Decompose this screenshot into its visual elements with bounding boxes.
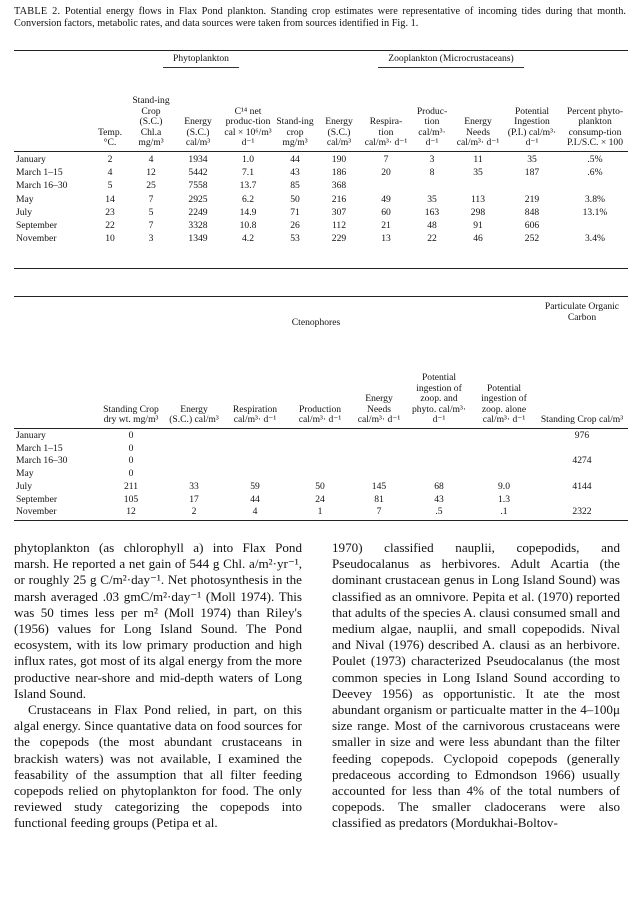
table-cell: 21 — [381, 220, 391, 232]
table-cell: 0 — [128, 468, 134, 480]
body-paragraph: 1970) classified nauplii, copepodids, and Pseudocalanus as herbivores. Adult Acartia (the dominant crustacean genus in Long Island Sound) was classified as an omnivore. Pepita et al. (1970) reported that adults of the species A. clausi consumed small and medium algae, nauplii, and small copepodids. Nival and Nival (1976) described A. clausi as an herbivore. Poulet (1973) characterized Pseudocalanus (the most common species in Long Island Sound according to Deevey 1956) as opportunistic. It ate the most abundant organism or particualte matter in the 4–100μ size range. Most of the carnivorous crustaceans were smaller in size and were less abundant than the filter feeding copepods. Cyclopoid copepods (generally predaceous according to Edmondson 1966) usually accounted for less than 4% of the total numbers of copepods. The smaller cladocerans were also classified as predators (Mordukhai-Boltov- — [332, 540, 620, 831]
table2-row — [14, 492, 628, 505]
table2-header: Production cal/m³· d⁻¹ — [288, 358, 352, 429]
table-cell — [288, 454, 352, 467]
table2-group-poc: Particulate Organic Carbon — [544, 301, 620, 323]
table-cell: 105 — [123, 493, 139, 505]
table1-header: Energy Needs cal/m³· d⁻¹ — [454, 71, 502, 152]
table1-body — [14, 152, 628, 246]
table1-header: Energy (S.C.) cal/m³ — [174, 71, 222, 152]
row-label-cell: July — [16, 480, 32, 492]
table-cell: 22 — [427, 233, 437, 245]
table-cell — [352, 454, 406, 467]
table1-row — [14, 205, 628, 218]
table-cell: 48 — [427, 220, 437, 232]
table1-bottom-rule — [14, 268, 628, 269]
table-cell: 252 — [524, 233, 540, 245]
table2-group-row — [14, 298, 628, 358]
table-cell: 0 — [128, 442, 134, 454]
table-cell — [406, 467, 472, 480]
table-caption-label: TABLE 2. — [14, 6, 61, 17]
table-cell: 5442 — [188, 167, 208, 178]
table-cell: 216 — [331, 193, 347, 205]
table2-row — [14, 467, 628, 480]
table1-row — [14, 179, 628, 192]
table1-group-phytoplankton: Phytoplankton — [128, 52, 274, 71]
table-cell: 14.9 — [239, 206, 257, 218]
table-cell: 3 — [148, 233, 154, 245]
table-cell: 12 — [146, 167, 156, 178]
table1-header: C¹⁴ net produc-tion cal × 10⁶/m³ d⁻¹ — [222, 71, 274, 152]
table-cell — [472, 442, 536, 455]
table-cell — [352, 429, 406, 442]
table-cell: 26 — [290, 220, 300, 232]
table-cell: 606 — [524, 220, 540, 232]
table-cell: 229 — [331, 233, 347, 245]
table-cell — [406, 442, 472, 455]
row-label-cell: May — [16, 468, 34, 480]
table-cell: 2249 — [188, 206, 208, 218]
table-caption-text: Potential energy flows in Flax Pond plankton. Standing crop estimates were representative of incoming tides during that month. Conversion factors, metabolic rates, and data sources were taken from sources identified in Fig. 1. — [14, 6, 626, 30]
table1-header: Respira-tion cal/m³· d⁻¹ — [362, 71, 410, 152]
table-cell: 112 — [331, 220, 347, 232]
table-cell: 848 — [524, 206, 540, 218]
table-cell — [288, 442, 352, 455]
table-cell: 145 — [371, 480, 387, 492]
table1-header: Percent phyto-plankton consump-tion P.I./S.C. × 100 — [562, 71, 628, 152]
table1-group-zooplankton: Zooplankton (Microcrustaceans) — [274, 52, 628, 71]
table-cell — [502, 179, 562, 192]
table-cell: 190 — [331, 153, 347, 165]
table-cell: 113 — [470, 193, 486, 205]
table1-header: Stand-ing Crop (S.C.) Chl.a mg/m³ — [128, 71, 174, 152]
table1-header: Potential Ingestion (P.I.) cal/m³· d⁻¹ — [502, 71, 562, 152]
table-cell: 59 — [250, 480, 260, 492]
table-cell: 68 — [434, 480, 444, 492]
table-cell: 3328 — [188, 220, 208, 232]
table-cell: 4144 — [572, 480, 592, 492]
body-text-left-column — [14, 540, 302, 832]
table-cell: 3.4% — [585, 233, 605, 245]
table-cell: 7 — [383, 153, 389, 165]
table-cell: 13 — [381, 233, 391, 245]
table-cell — [222, 467, 288, 480]
table-cell: 7 — [148, 220, 154, 232]
table2-row — [14, 505, 628, 518]
table-cell — [536, 492, 628, 505]
table-cell: 307 — [331, 206, 347, 218]
energy-flow-table-1 — [14, 52, 628, 245]
row-label-cell: May — [16, 193, 34, 205]
body-paragraph: phytoplankton (as chlorophyll a) into Flax Pond marsh. He reported a net gain of 544 g Chl. a/m²·yr⁻¹, or roughly 25 g C/m²·day⁻¹. Net photosynthesis in the marsh averaged .03 gmC/m²·day⁻¹ (Moll 1974). This was 50 times less per m² (Moll 1974) than Riley's (1956) values for Long Island Sound. The Pond ecosystem, with its low primary production and high influx rates, got most of its algal energy from the more productive near-shore and mid-depth waters of Long Island Sound. — [14, 540, 302, 701]
table-cell: 25 — [146, 180, 156, 192]
table-cell: 81 — [374, 493, 384, 505]
table-cell — [352, 467, 406, 480]
table-cell: 2 — [191, 506, 197, 518]
table-cell: 4274 — [572, 455, 592, 467]
table-cell: 1.0 — [242, 153, 254, 165]
table1-header: Stand-ing crop mg/m³ — [274, 71, 316, 152]
table1-row — [14, 152, 628, 166]
body-text-right-column — [332, 540, 620, 832]
table-cell: 3 — [429, 153, 435, 165]
table-cell: 85 — [290, 180, 300, 192]
table-cell: 43 — [290, 167, 300, 178]
table2-row — [14, 480, 628, 493]
table-cell: 0 — [128, 430, 134, 442]
table-cell: 53 — [290, 233, 300, 245]
table-cell — [472, 454, 536, 467]
table2-header: Potential ingestion of zoop. alone cal/m³· d⁻¹ — [472, 358, 536, 429]
table-cell — [406, 429, 472, 442]
table-cell: 976 — [574, 430, 590, 442]
table-cell: .5% — [587, 153, 603, 165]
table2-header — [14, 358, 96, 429]
table2-header: Respiration cal/m³· d⁻¹ — [222, 358, 288, 429]
table-cell: 49 — [381, 193, 391, 205]
table-cell: 22 — [105, 220, 115, 232]
table-cell: 10 — [105, 233, 115, 245]
table-cell: 187 — [524, 167, 540, 178]
table1-row — [14, 165, 628, 178]
table-cell: 50 — [290, 193, 300, 205]
table-cell: 5 — [107, 180, 113, 192]
table-cell: 23 — [105, 206, 115, 218]
table-cell: 0 — [128, 455, 134, 467]
table-cell: 211 — [123, 480, 139, 492]
row-label-cell: March 1–15 — [16, 442, 63, 454]
table-cell: 298 — [470, 206, 486, 218]
table-cell: 9.0 — [498, 480, 510, 492]
table1-row — [14, 192, 628, 205]
table-cell: 8 — [429, 167, 435, 178]
table-cell — [362, 179, 410, 192]
table1-header — [14, 71, 92, 152]
table-cell: 5 — [148, 206, 154, 218]
table-cell — [222, 429, 288, 442]
table-cell — [562, 218, 628, 231]
row-label-cell: March 1–15 — [16, 167, 63, 178]
table-cell — [222, 442, 288, 455]
table2-top-rule — [14, 296, 628, 297]
table-cell: 4 — [148, 153, 154, 165]
table1-header: Energy (S.C.) cal/m³ — [316, 71, 362, 152]
table-cell: 1934 — [188, 153, 208, 165]
table-cell — [410, 179, 454, 192]
row-label-cell: March 16–30 — [16, 180, 68, 192]
table2-row — [14, 454, 628, 467]
row-label-cell: November — [16, 506, 57, 518]
table2-header: Energy (S.C.) cal/m³ — [166, 358, 222, 429]
table-cell: 33 — [189, 480, 199, 492]
energy-flow-table-2 — [14, 298, 628, 518]
table-cell: .6% — [587, 167, 603, 178]
table-cell — [222, 454, 288, 467]
table1-header-row — [14, 71, 628, 152]
table-cell: 7558 — [188, 180, 208, 192]
table1-header: Temp. °C. — [92, 71, 128, 152]
row-label-cell: September — [16, 493, 58, 505]
table-cell — [536, 442, 628, 455]
table2-header: Potential ingestion of zoop. and phyto. cal/m³· d⁻¹ — [406, 358, 472, 429]
table-cell: .1 — [500, 506, 508, 518]
table-cell: 35 — [427, 193, 437, 205]
table-cell: 17 — [189, 493, 199, 505]
row-label-cell: November — [16, 233, 57, 245]
table-cell: 1 — [317, 506, 323, 518]
table-cell: 186 — [331, 167, 347, 178]
table2-header-row — [14, 358, 628, 429]
table-cell — [472, 467, 536, 480]
table-cell: .5 — [435, 506, 443, 518]
row-label-cell: July — [16, 206, 32, 218]
row-label-cell: March 16–30 — [16, 455, 68, 467]
table-cell: 35 — [473, 167, 483, 178]
table1-row — [14, 218, 628, 231]
table-cell: 44 — [290, 153, 300, 165]
table-cell: 7 — [148, 193, 154, 205]
table1-group-row — [14, 52, 628, 71]
table-cell: 50 — [315, 480, 325, 492]
table-cell: 12 — [126, 506, 136, 518]
table-cell: 219 — [524, 193, 540, 205]
table-cell: 10.8 — [239, 220, 257, 232]
table-cell: 6.2 — [242, 193, 254, 205]
table-cell — [166, 467, 222, 480]
table-cell: 44 — [250, 493, 260, 505]
table2-row — [14, 429, 628, 442]
table-cell: 13.7 — [239, 180, 257, 192]
table-cell: 2925 — [188, 193, 208, 205]
table-cell: 3.8% — [585, 193, 605, 205]
table-cell: 1349 — [188, 233, 208, 245]
table-cell — [406, 454, 472, 467]
body-paragraph: Crustaceans in Flax Pond relied, in part, on this algal energy. Since quantative data on food sources for the copepods (the most abundant crustaceans in brackish waters) was not available, I examined the feasability of the assumption that all filter feeding copepods relied on phytoplankton for food. The only reviewed study categorizing the copepods into functional feeding groups (Petipa et al. — [14, 702, 302, 831]
table-cell — [166, 429, 222, 442]
table-cell: 2322 — [572, 506, 592, 518]
table-cell: 4 — [252, 506, 258, 518]
table-cell: 7.1 — [242, 167, 254, 178]
table1-row — [14, 232, 628, 245]
table-cell: 368 — [331, 180, 347, 192]
table2-header: Energy Needs cal/m³· d⁻¹ — [352, 358, 406, 429]
table-cell — [454, 179, 502, 192]
table-cell — [288, 467, 352, 480]
table-cell: 24 — [315, 493, 325, 505]
table-cell: 46 — [473, 233, 483, 245]
table-cell: 35 — [527, 153, 537, 165]
table-cell — [536, 467, 628, 480]
table-cell: 4.2 — [242, 233, 254, 245]
table-cell: 91 — [473, 220, 483, 232]
table-cell: 43 — [434, 493, 444, 505]
table-cell — [472, 429, 536, 442]
table1-top-rule — [14, 50, 628, 51]
table2-header: Standing Crop dry wt. mg/m³ — [96, 358, 166, 429]
row-label-cell: January — [16, 430, 46, 442]
table2-group-ctenophores: Ctenophores — [291, 317, 341, 328]
table-cell — [562, 179, 628, 192]
table-cell: 7 — [376, 506, 382, 518]
table-cell: 11 — [473, 153, 483, 165]
table-cell — [166, 454, 222, 467]
table-cell: 20 — [381, 167, 391, 178]
row-label-cell: January — [16, 153, 46, 165]
table1-header: Produc-tion cal/m³· d⁻¹ — [410, 71, 454, 152]
table-caption — [14, 6, 626, 31]
table-cell: 163 — [424, 206, 440, 218]
table-cell — [352, 442, 406, 455]
table-cell: 13.1% — [582, 206, 608, 218]
table-cell: 14 — [105, 193, 115, 205]
table-cell: 60 — [381, 206, 391, 218]
table-cell — [166, 442, 222, 455]
table2-bottom-rule — [14, 520, 628, 521]
table-cell: 71 — [290, 206, 300, 218]
table-cell: 1.3 — [498, 493, 510, 505]
table2-header: Standing Crop cal/m³ — [536, 358, 628, 429]
row-label-cell: September — [16, 220, 58, 232]
table2-row — [14, 442, 628, 455]
table-cell: 4 — [107, 167, 113, 178]
table-cell — [288, 429, 352, 442]
table2-body — [14, 429, 628, 518]
table-cell: 2 — [107, 153, 113, 165]
